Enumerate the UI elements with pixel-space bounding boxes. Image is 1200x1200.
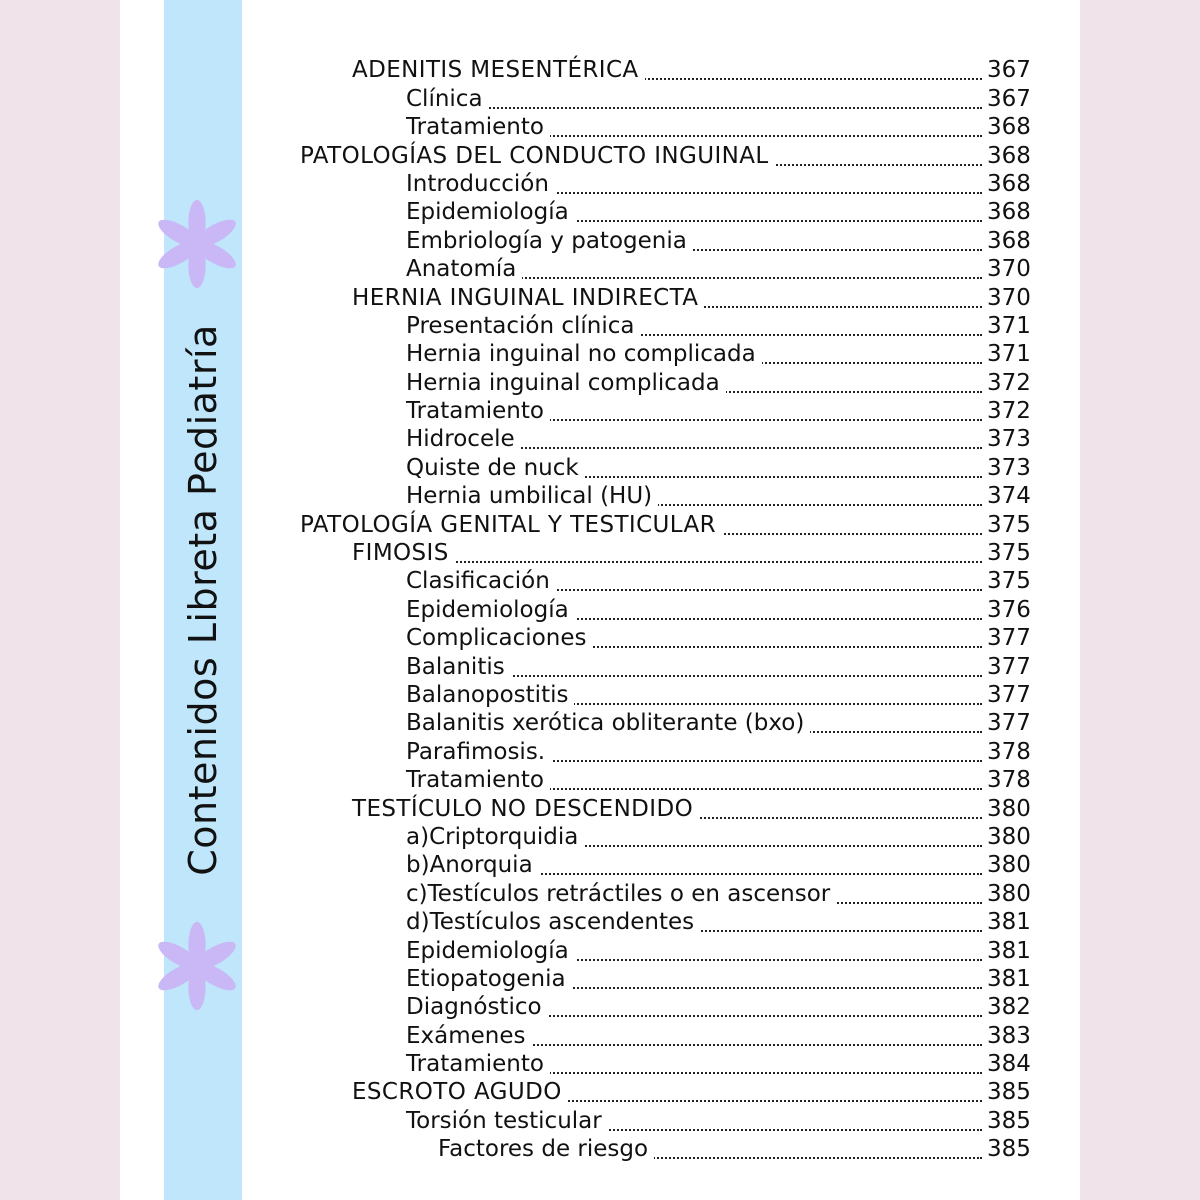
toc-page-number: 380: [987, 823, 1057, 851]
toc-entry: [120, 654, 1080, 682]
toc-page-number: 375: [987, 567, 1057, 595]
toc-entry: [120, 626, 1080, 654]
toc-entry-title: d)Testículos ascendentes: [406, 908, 700, 936]
toc-page-number: 377: [987, 653, 1057, 681]
toc-entry: [120, 512, 1080, 540]
toc-entry: [120, 399, 1080, 427]
toc-page-number: 381: [987, 965, 1057, 993]
toc-entry-title: Balanopostitis: [406, 681, 574, 709]
toc-entry-title: Introducción: [406, 170, 555, 198]
toc-page-number: 368: [987, 113, 1057, 141]
toc-entry: [120, 739, 1080, 767]
toc-entry-title: b)Anorquia: [406, 851, 539, 879]
toc-entry-title: Tratamiento: [406, 766, 550, 794]
toc-page-number: 370: [987, 284, 1057, 312]
toc-page-number: 373: [987, 425, 1057, 453]
toc-page-number: 381: [987, 937, 1057, 965]
toc-entry: [120, 938, 1080, 966]
toc-entry: [120, 825, 1080, 853]
toc-entry: [120, 115, 1080, 143]
toc-page-number: 382: [987, 993, 1057, 1021]
toc-entry-title: Epidemiología: [406, 198, 575, 226]
toc-page-number: 380: [987, 851, 1057, 879]
toc-entry-title: Embriología y patogenia: [406, 227, 693, 255]
toc-page-number: 385: [987, 1107, 1057, 1135]
toc-entry-title: Epidemiología: [406, 596, 575, 624]
toc-entry: [120, 569, 1080, 597]
toc-entry: [120, 597, 1080, 625]
toc-entry: [120, 86, 1080, 114]
toc-entry-title: ADENITIS MESENTÉRICA: [352, 56, 645, 84]
toc-entry: [120, 683, 1080, 711]
toc-page-number: 383: [987, 1022, 1057, 1050]
toc-entry: [120, 1137, 1080, 1165]
toc-entry: [120, 455, 1080, 483]
toc-entry: [120, 228, 1080, 256]
toc-page-number: 375: [987, 539, 1057, 567]
toc-entry-title: FIMOSIS: [352, 539, 455, 567]
toc-entry-title: Balanitis xerótica obliterante (bxo): [406, 709, 810, 737]
toc-page-number: 375: [987, 511, 1057, 539]
toc-entry: [120, 910, 1080, 938]
toc-entry: [120, 1080, 1080, 1108]
toc-entry-title: Balanitis: [406, 653, 511, 681]
toc-page-number: 371: [987, 340, 1057, 368]
toc-entry: [120, 768, 1080, 796]
toc-entry: [120, 484, 1080, 512]
toc-entry-title: Torsión testicular: [406, 1107, 608, 1135]
toc-entry-title: c)Testículos retráctiles o en ascensor: [406, 880, 836, 908]
toc-page-number: 380: [987, 795, 1057, 823]
toc-page-number: 377: [987, 709, 1057, 737]
toc-entry: [120, 1052, 1080, 1080]
toc-entry-title: Hernia umbilical (HU): [406, 482, 658, 510]
toc-entry: [120, 967, 1080, 995]
toc-entry-title: Clínica: [406, 85, 489, 113]
toc-entry-title: Diagnóstico: [406, 993, 548, 1021]
toc-page-number: 374: [987, 482, 1057, 510]
toc-page-number: 376: [987, 596, 1057, 624]
toc-entry-title: Tratamiento: [406, 1050, 550, 1078]
toc-entry-title: Quiste de nuck: [406, 454, 585, 482]
table-of-contents: [120, 58, 1080, 1165]
toc-entry-title: Hernia inguinal complicada: [406, 369, 726, 397]
toc-entry: [120, 200, 1080, 228]
toc-entry-title: HERNIA INGUINAL INDIRECTA: [352, 284, 704, 312]
toc-page-number: 380: [987, 880, 1057, 908]
toc-entry-title: Anatomía: [406, 255, 522, 283]
toc-page-number: 384: [987, 1050, 1057, 1078]
toc-entry-title: ESCROTO AGUDO: [352, 1078, 568, 1106]
toc-entry: [120, 1023, 1080, 1051]
toc-page-number: 373: [987, 454, 1057, 482]
toc-entry: [120, 711, 1080, 739]
toc-entry-title: Exámenes: [406, 1022, 532, 1050]
toc-entry-title: TESTÍCULO NO DESCENDIDO: [352, 795, 699, 823]
toc-entry-title: PATOLOGÍA GENITAL Y TESTICULAR: [300, 511, 722, 539]
toc-entry: [120, 370, 1080, 398]
toc-entry-title: a)Criptorquidia: [406, 823, 584, 851]
toc-entry-title: PATOLOGÍAS DEL CONDUCTO INGUINAL: [300, 142, 775, 170]
toc-entry: [120, 257, 1080, 285]
toc-entry-title: Hidrocele: [406, 425, 521, 453]
toc-entry-title: Tratamiento: [406, 113, 550, 141]
toc-entry-title: Factores de riesgo: [438, 1135, 654, 1163]
toc-entry: [120, 427, 1080, 455]
toc-page-number: 368: [987, 198, 1057, 226]
toc-entry: [120, 881, 1080, 909]
toc-page-number: 368: [987, 142, 1057, 170]
toc-page-number: 368: [987, 227, 1057, 255]
toc-entry: [120, 342, 1080, 370]
toc-entry-title: Presentación clínica: [406, 312, 641, 340]
toc-entry: [120, 143, 1080, 171]
toc-page-number: 377: [987, 681, 1057, 709]
toc-entry-title: Clasificación: [406, 567, 556, 595]
toc-entry-title: Parafimosis.: [406, 738, 551, 766]
toc-entry: [120, 995, 1080, 1023]
sidebar-title: Contenidos Libreta Pediatría: [181, 324, 225, 876]
toc-entry: [120, 58, 1080, 86]
toc-entry-title: Complicaciones: [406, 624, 592, 652]
document-page: [120, 0, 1080, 1200]
toc-page-number: 385: [987, 1078, 1057, 1106]
toc-entry: [120, 541, 1080, 569]
toc-entry-title: Epidemiología: [406, 937, 575, 965]
toc-entry: [120, 285, 1080, 313]
toc-entry: [120, 1108, 1080, 1136]
toc-entry-title: Etiopatogenia: [406, 965, 572, 993]
toc-page-number: 371: [987, 312, 1057, 340]
toc-page-number: 367: [987, 85, 1057, 113]
toc-page-number: 378: [987, 766, 1057, 794]
toc-page-number: 378: [987, 738, 1057, 766]
toc-entry: [120, 172, 1080, 200]
toc-page-number: 368: [987, 170, 1057, 198]
toc-entry: [120, 314, 1080, 342]
toc-page-number: 372: [987, 369, 1057, 397]
toc-page-number: 367: [987, 56, 1057, 84]
toc-page-number: 377: [987, 624, 1057, 652]
toc-entry-title: Tratamiento: [406, 397, 550, 425]
toc-page-number: 372: [987, 397, 1057, 425]
toc-page-number: 381: [987, 908, 1057, 936]
toc-entry-title: Hernia inguinal no complicada: [406, 340, 762, 368]
toc-page-number: 370: [987, 255, 1057, 283]
toc-leader-dots: [406, 107, 982, 109]
toc-entry: [120, 853, 1080, 881]
toc-page-number: 385: [987, 1135, 1057, 1163]
toc-entry: [120, 796, 1080, 824]
